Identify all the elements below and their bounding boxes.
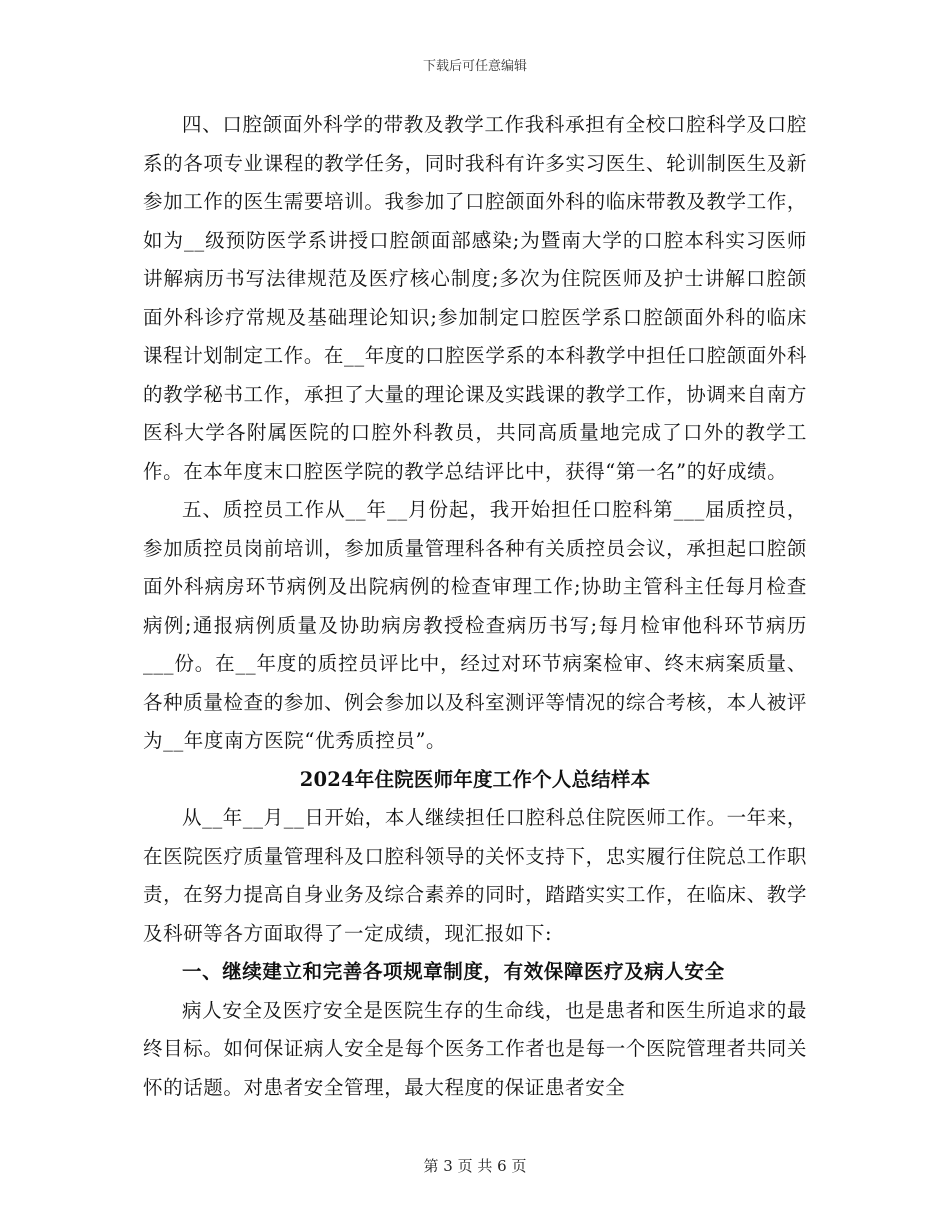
paragraph-teaching-work: 四、口腔颌面外科学的带教及教学工作我科承担有全校口腔科学及口腔系的各项专业课程的教学任务，同时我科有许多实习医生、轮训制医生及新参加工作的医生需要培训。我参加了口腔颌面外科的临床带教及教学工作，如为__级预防医学系讲授口腔颌面部感染;为暨南大学的口腔本科实习医师讲解病历书写法律规范及医疗核心制度;多次为住院医师及护士讲解口腔颌面外科诊疗常规及基础理论知识;参加制定口腔医学系口腔颌面外科的临床课程计划制定工作。在__年度的口腔医学系的本科教学中担任口腔颌面外科的教学秘书工作，承担了大量的理论课及实践课的教学工作，协调来自南方医科大学各附属医院的口腔外科教员，共同高质量地完成了口外的教学工作。在本年度末口腔医学院的教学总结评比中，获得“第一名”的好成绩。 <box>143 113 807 483</box>
page-header: 下载后可任意编辑 <box>422 59 527 74</box>
document-body <box>143 106 807 1107</box>
section-heading-1: 一、继续建立和完善各项规章制度，有效保障医疗及病人安全 <box>182 960 725 983</box>
document-title: 2024年住院医师年度工作个人总结样本 <box>299 767 651 791</box>
paragraph-quality-control: 五、质控员工作从__年__月份起，我开始担任口腔科第___届质控员，参加质控员岗前培训，参加质量管理科各种有关质控员会议，承担起口腔颌面外科病房环节病例及出院病例的检查审理工作;协助主管科主任每月检查病例;通报病例质量及协助病房教授检查病历书写;每月检审他科环节病历___份。在__年度的质控员评比中，经过对环节病案检审、终末病案质量、各种质量检查的参加、例会参加以及科室测评等情况的综合考核，本人被评为__年度南方医院“优秀质控员”。 <box>143 498 807 752</box>
page-footer: 第 3 页 共 6 页 <box>423 1157 527 1175</box>
paragraph-intro: 从__年__月__日开始，本人继续担任口腔科总住院医师工作。一年来，在医院医疗质量管理科及口腔科领导的关怀支持下，忠实履行住院总工作职责，在努力提高自身业务及综合素养的同时，踏踏实实工作，在临床、教学及科研等各方面取得了一定成绩，现汇报如下: <box>143 806 807 945</box>
paragraph-patient-safety: 病人安全及医疗安全是医院生存的生命线，也是患者和医生所追求的最终目标。如何保证病人安全是每个医务工作者也是每一个医院管理者共同关怀的话题。对患者安全管理，最大程度的保证患者安全 <box>143 998 807 1099</box>
